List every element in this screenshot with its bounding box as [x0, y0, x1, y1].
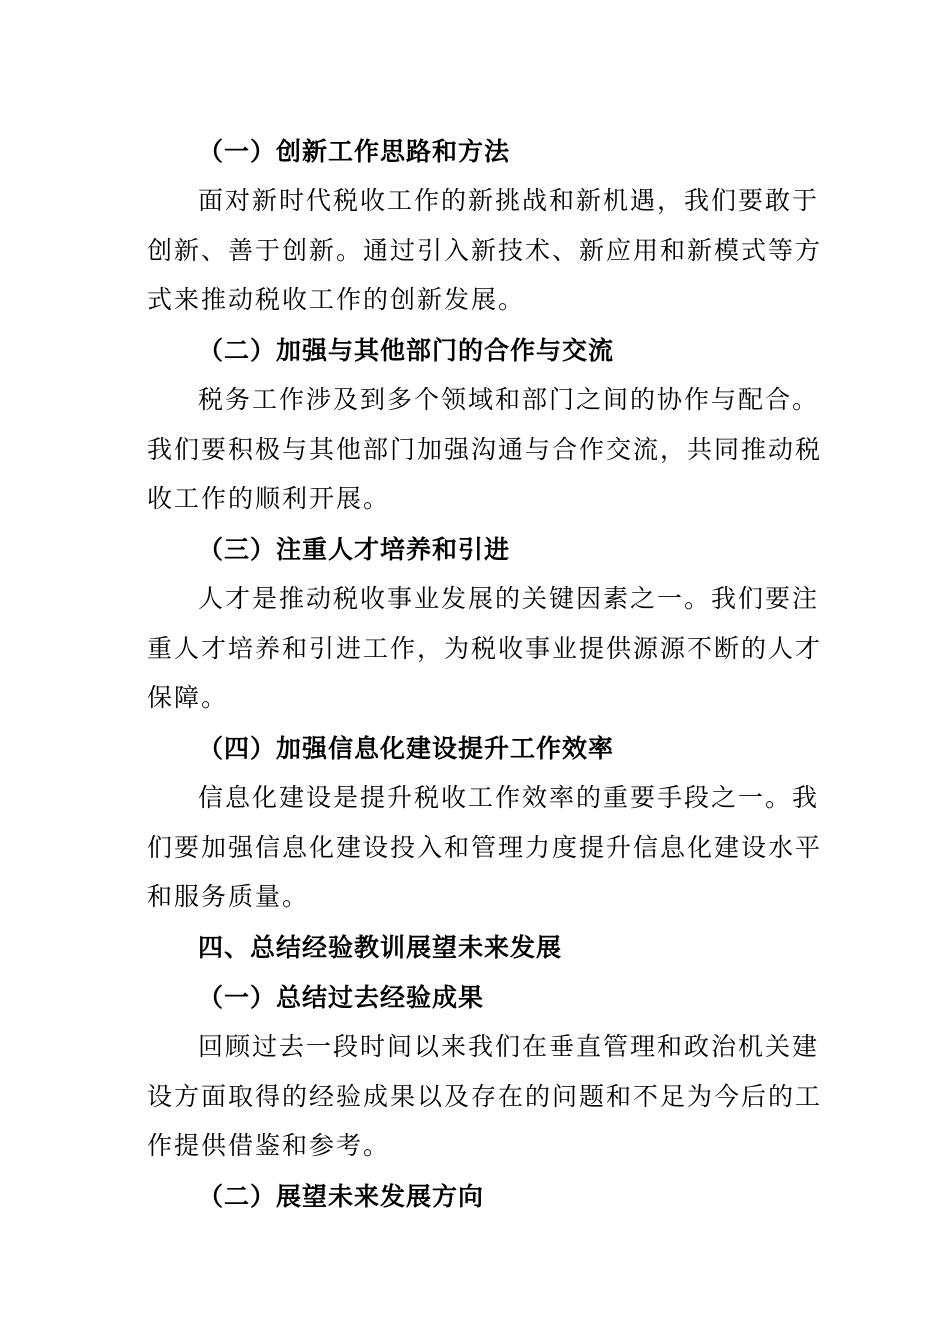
- subsection-heading: （一）总结过去经验成果: [198, 983, 485, 1012]
- paragraph-line: 税务工作涉及到多个领域和部门之间的协作与配合。: [198, 385, 820, 414]
- section-heading: 四、总结经验教训展望未来发展: [198, 933, 563, 962]
- paragraph-line: 设方面取得的经验成果以及存在的问题和不足为今后的工: [147, 1082, 823, 1111]
- paragraph-line: 创新、善于创新。通过引入新技术、新应用和新模式等方: [147, 236, 823, 265]
- paragraph-line: 重人才培养和引进工作，为税收事业提供源源不断的人才: [147, 634, 823, 663]
- paragraph-line: 回顾过去一段时间以来我们在垂直管理和政治机关建: [198, 1032, 820, 1061]
- paragraph-line: 信息化建设是提升税收工作效率的重要手段之一。我: [198, 783, 820, 812]
- paragraph-line: 面对新时代税收工作的新挑战和新机遇，我们要敢于: [198, 186, 820, 215]
- subsection-heading: （四）加强信息化建设提升工作效率: [198, 734, 615, 763]
- paragraph-line: 们要加强信息化建设投入和管理力度提升信息化建设水平: [147, 833, 823, 862]
- paragraph-line: 保障。: [147, 683, 229, 712]
- paragraph-line: 收工作的顺利开展。: [147, 484, 391, 513]
- paragraph-line: 作提供借鉴和参考。: [147, 1131, 391, 1160]
- paragraph-line: 和服务质量。: [147, 882, 310, 911]
- paragraph-line: 式来推动税收工作的创新发展。: [147, 285, 526, 314]
- paragraph-line: 我们要积极与其他部门加强沟通与合作交流，共同推动税: [147, 435, 823, 464]
- subsection-heading: （二）加强与其他部门的合作与交流: [198, 336, 615, 365]
- paragraph-line: 人才是推动税收事业发展的关键因素之一。我们要注: [198, 584, 820, 613]
- subsection-heading: （三）注重人才培养和引进: [198, 535, 511, 564]
- subsection-heading: （二）展望未来发展方向: [198, 1182, 485, 1211]
- subsection-heading: （一）创新工作思路和方法: [198, 137, 511, 166]
